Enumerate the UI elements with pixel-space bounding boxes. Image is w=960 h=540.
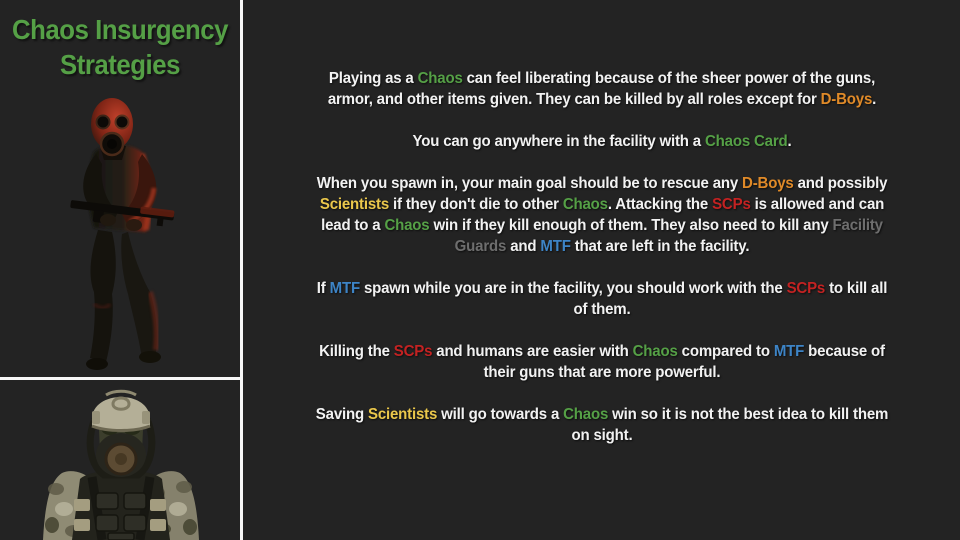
keyword-green: Chaos	[632, 343, 678, 360]
paragraph	[310, 68, 893, 110]
text-segment: Killing the	[318, 343, 394, 360]
keyword-red: SCPs	[711, 196, 751, 213]
text-segment: will go towards a	[436, 406, 563, 423]
keyword-green: Chaos	[383, 217, 429, 234]
text-segment: .	[871, 91, 876, 108]
chaos-running-soldier-image	[42, 92, 198, 380]
horizontal-divider	[0, 377, 240, 380]
keyword-orange: D-Boys	[741, 175, 794, 192]
paragraph	[310, 341, 893, 383]
text-segment: is allowed and can lead to a	[320, 196, 888, 234]
keyword-blue: MTF	[539, 238, 571, 255]
paragraph	[310, 173, 893, 257]
text-segment: . Attacking the	[607, 196, 712, 213]
keyword-red: SCPs	[393, 343, 432, 360]
keyword-green: Chaos	[562, 196, 608, 213]
content-paragraphs	[310, 68, 893, 467]
text-segment: compared to	[677, 343, 774, 360]
text-segment: and possibly	[793, 175, 891, 192]
keyword-green: Chaos	[562, 406, 608, 423]
text-segment: if they don't die to other	[388, 196, 563, 213]
text-segment: win so it is not the best idea to kill them on sight.	[571, 406, 892, 444]
text-segment: spawn while you are in the facility, you should work with the	[359, 280, 787, 297]
paragraph	[310, 278, 893, 320]
title-line-1: Chaos Insurgency	[12, 14, 228, 45]
keyword-yellow: Scientists	[367, 406, 437, 423]
left-panel	[0, 0, 240, 540]
text-segment: and humans are easier with	[431, 343, 633, 360]
text-segment: can feel liberating because of the sheer power of the guns, armor, and other items given. They can be killed by all roles except for	[327, 70, 879, 108]
text-segment: that are left in the facility.	[570, 238, 749, 255]
text-segment: Playing as a	[328, 70, 418, 87]
paragraph	[310, 131, 893, 152]
text-segment: When you spawn in, your main goal should be to rescue any	[316, 175, 742, 192]
keyword-green: Chaos Card	[704, 133, 788, 150]
text-segment: You can go anywhere in the facility with a	[411, 133, 705, 150]
text-segment: Saving	[315, 406, 368, 423]
keyword-yellow: Scientists	[319, 196, 389, 213]
chaos-soldier-portrait-image	[0, 381, 240, 540]
text-segment: win if they kill enough of them. They also need to kill any	[428, 217, 833, 234]
title-line-2: Strategies	[60, 49, 180, 80]
keyword-blue: MTF	[329, 280, 360, 297]
slide-title	[10, 12, 231, 82]
keyword-gray: Facility Guards	[454, 217, 887, 255]
keyword-red: SCPs	[786, 280, 825, 297]
text-segment: .	[787, 133, 792, 150]
paragraph	[310, 404, 893, 446]
keyword-orange: D-Boys	[820, 91, 872, 108]
text-segment: to kill all of them.	[573, 280, 891, 318]
keyword-blue: MTF	[773, 343, 804, 360]
keyword-green: Chaos	[417, 70, 463, 87]
text-segment: If	[316, 280, 330, 297]
content-area	[243, 0, 960, 540]
text-segment: and	[505, 238, 540, 255]
text-segment: because of their guns that are more powerful.	[483, 343, 889, 381]
